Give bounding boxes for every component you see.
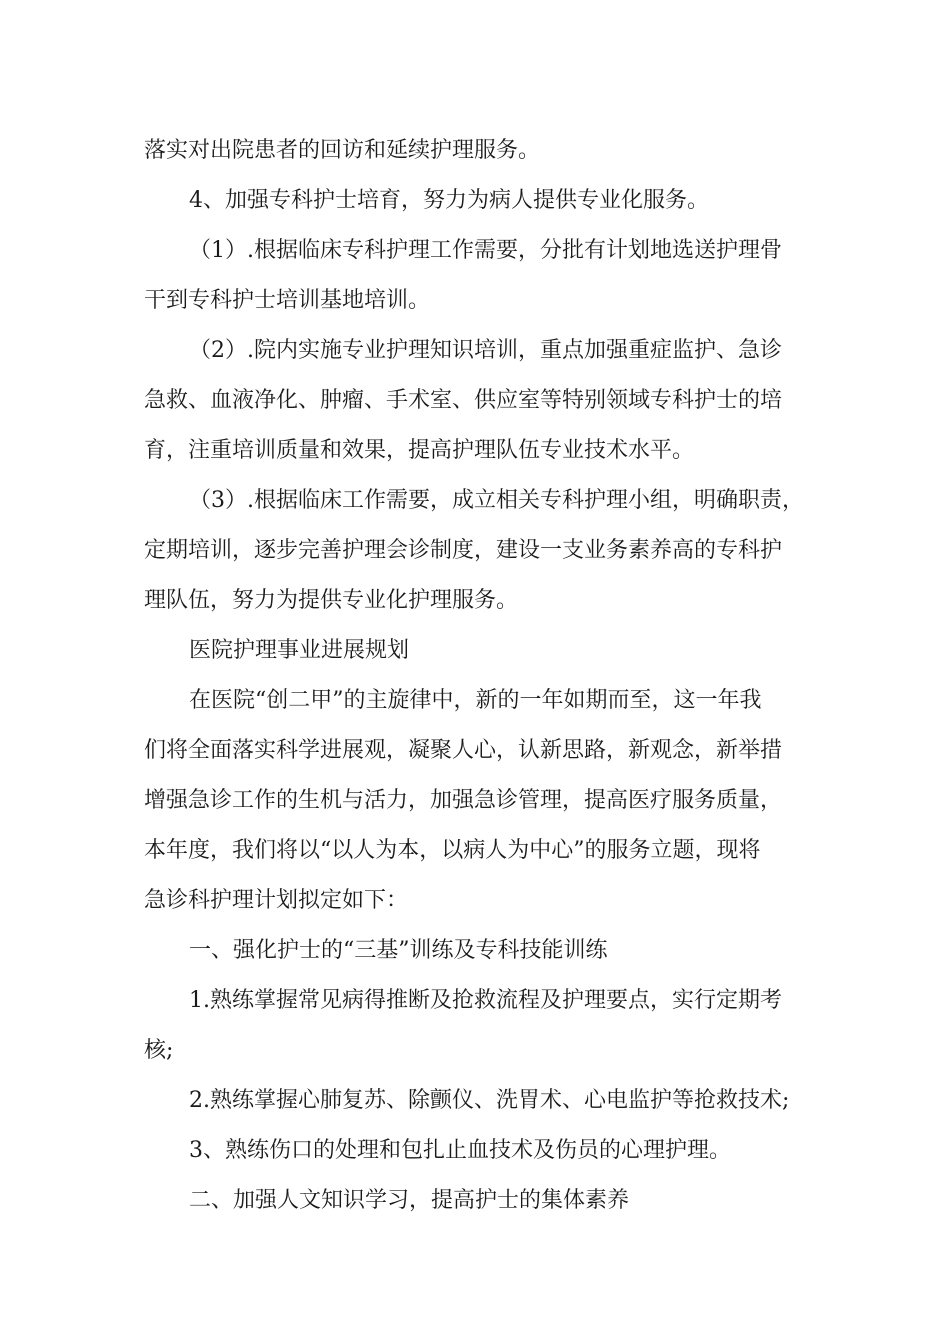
section-heading: 医院护理事业进展规划 [189, 638, 410, 663]
text-line: 1.熟练掌握常见病得推断及抢救流程及护理要点，实行定期考 [189, 988, 782, 1013]
text-line: 定期培训，逐步完善护理会诊制度，建设一支业务素养高的专科护 [144, 538, 783, 563]
text-line: （2）.院内实施专业护理知识培训，重点加强重症监护、急诊 [189, 338, 782, 363]
text-line: 增强急诊工作的生机与活力，加强急诊管理，提高医疗服务质量， [144, 788, 783, 813]
text-line: 落实对出院患者的回访和延续护理服务。 [144, 138, 541, 163]
text-line: 们将全面落实科学进展观，凝聚人心，认新思路，新观念，新举措 [144, 738, 783, 763]
text-line: （3）.根据临床工作需要，成立相关专科护理小组，明确职责， [189, 488, 804, 513]
text-line: 本年度，我们将以“以人为本，以病人为中心”的服务立题，现将 [144, 838, 761, 863]
text-line: 3、熟练伤口的处理和包扎止血技术及伤员的心理护理。 [189, 1138, 731, 1163]
text-line: 2.熟练掌握心肺复苏、除颤仪、洗胃术、心电监护等抢救技术; [189, 1088, 790, 1113]
text-line: 育，注重培训质量和效果，提高护理队伍专业技术水平。 [144, 438, 695, 463]
text-line: 急诊科护理计划拟定如下： [144, 888, 409, 913]
text-line: 4、加强专科护士培育，努力为病人提供专业化服务。 [189, 188, 709, 213]
section-heading: 一、强化护士的“三基”训练及专科技能训练 [189, 938, 608, 963]
text-line: （1）.根据临床专科护理工作需要，分批有计划地选送护理骨 [189, 238, 782, 263]
text-line: 急救、血液净化、肿瘤、手术室、供应室等特别领域专科护士的培 [144, 388, 783, 413]
section-heading: 二、加强人文知识学习，提高护士的集体素养 [189, 1188, 630, 1213]
text-line: 干到专科护士培训基地培训。 [144, 288, 431, 313]
text-line: 理队伍，努力为提供专业化护理服务。 [144, 588, 519, 613]
text-line: 核; [144, 1038, 174, 1063]
text-line: 在医院“创二甲”的主旋律中，新的一年如期而至，这一年我 [189, 688, 762, 713]
